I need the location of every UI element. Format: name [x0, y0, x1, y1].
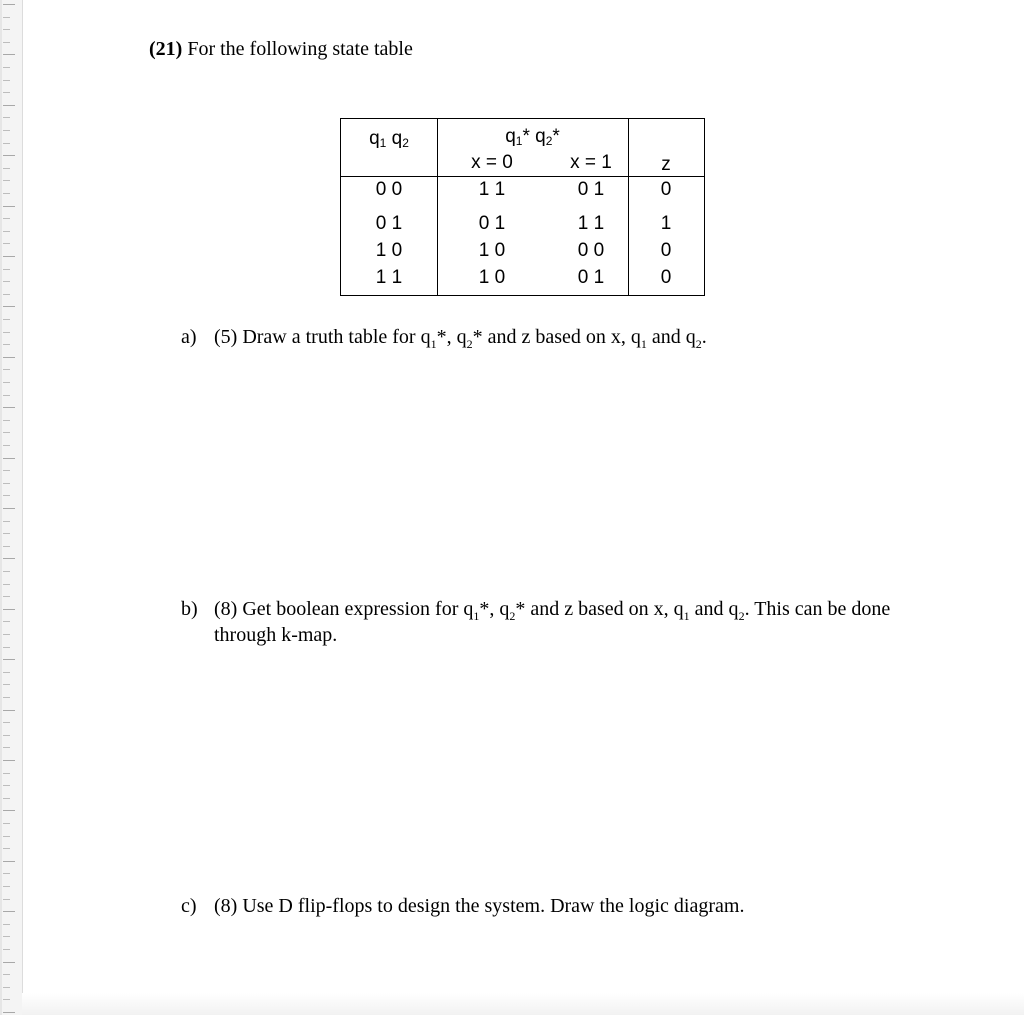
ruler-tick — [3, 974, 10, 975]
ruler-tick — [3, 382, 10, 383]
row-state: 0 1 — [375, 213, 403, 234]
row-next-x0: 0 1 — [478, 213, 506, 234]
ruler-tick — [3, 798, 10, 799]
row-output-z: 1 — [660, 213, 672, 234]
ruler-tick — [3, 596, 10, 597]
ruler-tick — [3, 621, 10, 622]
ruler-tick — [3, 495, 10, 496]
ruler-tick — [3, 546, 10, 547]
question-b-line2: through k-map. — [214, 624, 338, 646]
ruler-tick — [3, 180, 10, 181]
ruler-tick — [3, 256, 15, 257]
ruler-tick — [3, 369, 10, 370]
row-output-z: 0 — [660, 179, 672, 200]
ruler-tick — [3, 269, 10, 270]
question-text: For the following state table — [187, 38, 413, 60]
header-present-state: $q_1$ $q_2$ — [369, 128, 409, 150]
ruler-tick — [3, 659, 15, 660]
ruler-tick — [3, 80, 10, 81]
row-next-x0: 1 0 — [478, 240, 506, 261]
ruler-tick — [3, 848, 10, 849]
ruler-tick — [3, 92, 10, 93]
ruler-tick — [3, 130, 10, 131]
ruler-tick — [3, 911, 15, 912]
header-next-state: $q_1*$ $q_2*$ — [505, 126, 560, 148]
ruler-tick — [3, 987, 10, 988]
ruler-tick — [3, 861, 15, 862]
ruler-tick — [3, 407, 15, 408]
ruler-tick — [3, 924, 10, 925]
ruler-tick — [3, 243, 10, 244]
ruler-tick — [3, 899, 10, 900]
ruler-tick — [3, 571, 10, 572]
ruler-tick — [3, 647, 10, 648]
row-output-z: 0 — [660, 240, 672, 261]
ruler-tick — [3, 760, 15, 761]
ruler-tick — [3, 168, 10, 169]
ruler-tick — [3, 143, 10, 144]
ruler-tick — [3, 584, 10, 585]
ruler-tick — [3, 810, 15, 811]
ruler-tick — [3, 735, 10, 736]
header-z: z — [661, 154, 671, 175]
header-x0: x = 0 — [471, 152, 513, 173]
ruler-tick — [3, 281, 10, 282]
ruler-tick — [3, 319, 10, 320]
ruler-tick — [3, 962, 15, 963]
ruler-tick — [3, 949, 10, 950]
left-ruler — [0, 0, 23, 1015]
ruler-tick — [3, 193, 10, 194]
header-x1: x = 1 — [570, 152, 612, 173]
ruler-tick — [3, 29, 10, 30]
question-b-text: (8) Get boolean expression for $q_1*$, $q_2*$ and z based on x, $q_1$ and $q_2$. This can be done — [214, 598, 891, 623]
ruler-tick — [3, 747, 10, 748]
ruler-tick — [3, 357, 15, 358]
ruler-tick — [3, 4, 15, 5]
ruler-tick — [3, 785, 10, 786]
row-next-x0: 1 0 — [478, 267, 506, 288]
table-header-divider — [341, 176, 704, 177]
row-next-x0: 1 1 — [478, 179, 506, 200]
ruler-tick — [3, 155, 15, 156]
ruler-tick — [3, 54, 15, 55]
ruler-tick — [3, 445, 10, 446]
ruler-tick — [3, 533, 10, 534]
ruler-tick — [3, 218, 10, 219]
question-c-text: (8) Use D flip-flops to design the system. Draw the logic diagram. — [214, 895, 745, 917]
row-next-x1: 0 1 — [577, 267, 605, 288]
ruler-tick — [3, 420, 10, 421]
ruler-tick — [3, 67, 10, 68]
ruler-tick — [3, 521, 10, 522]
ruler-tick — [3, 873, 10, 874]
ruler-tick — [3, 697, 10, 698]
question-a-label: a) — [181, 326, 197, 348]
ruler-tick — [3, 1012, 15, 1013]
ruler-tick — [3, 332, 10, 333]
question-a — [181, 326, 707, 352]
ruler-tick — [3, 722, 10, 723]
ruler-tick — [3, 823, 10, 824]
ruler-tick — [3, 558, 15, 559]
state-table — [340, 118, 705, 296]
row-state: 0 0 — [375, 179, 403, 200]
ruler-tick — [3, 710, 15, 711]
ruler-tick — [3, 773, 10, 774]
ruler-tick — [3, 886, 10, 887]
ruler-tick — [3, 42, 10, 43]
row-next-x1: 0 0 — [577, 240, 605, 261]
question-heading — [149, 38, 413, 61]
ruler-tick — [3, 105, 15, 106]
ruler-tick — [3, 458, 15, 459]
ruler-tick — [3, 395, 10, 396]
ruler-tick — [3, 294, 10, 295]
row-next-x1: 1 1 — [577, 213, 605, 234]
question-b-label: b) — [181, 598, 198, 620]
row-state: 1 0 — [375, 240, 403, 261]
ruler-tick — [3, 936, 10, 937]
ruler-tick — [3, 206, 15, 207]
ruler-tick — [3, 231, 10, 232]
ruler-tick — [3, 344, 10, 345]
ruler-edge — [0, 0, 2, 1015]
row-output-z: 0 — [660, 267, 672, 288]
question-b — [181, 598, 890, 624]
ruler-tick — [3, 836, 10, 837]
ruler-tick — [3, 634, 10, 635]
question-c — [181, 895, 744, 918]
question-a-text: (5) Draw a truth table for $q_1*$, $q_2*$ and z based on x, $q_1$ and $q_2$. — [214, 326, 707, 351]
ruler-tick — [3, 999, 10, 1000]
ruler-tick — [3, 17, 10, 18]
ruler-tick — [3, 684, 10, 685]
question-c-label: c) — [181, 895, 197, 917]
page-bottom-shade — [22, 993, 1024, 1015]
row-next-x1: 0 1 — [577, 179, 605, 200]
ruler-tick — [3, 609, 15, 610]
ruler-tick — [3, 508, 15, 509]
ruler-tick — [3, 432, 10, 433]
ruler-tick — [3, 470, 10, 471]
row-state: 1 1 — [375, 267, 403, 288]
ruler-tick — [3, 306, 15, 307]
ruler-tick — [3, 483, 10, 484]
question-number: (21) — [149, 38, 183, 60]
ruler-tick — [3, 672, 10, 673]
ruler-tick — [3, 117, 10, 118]
